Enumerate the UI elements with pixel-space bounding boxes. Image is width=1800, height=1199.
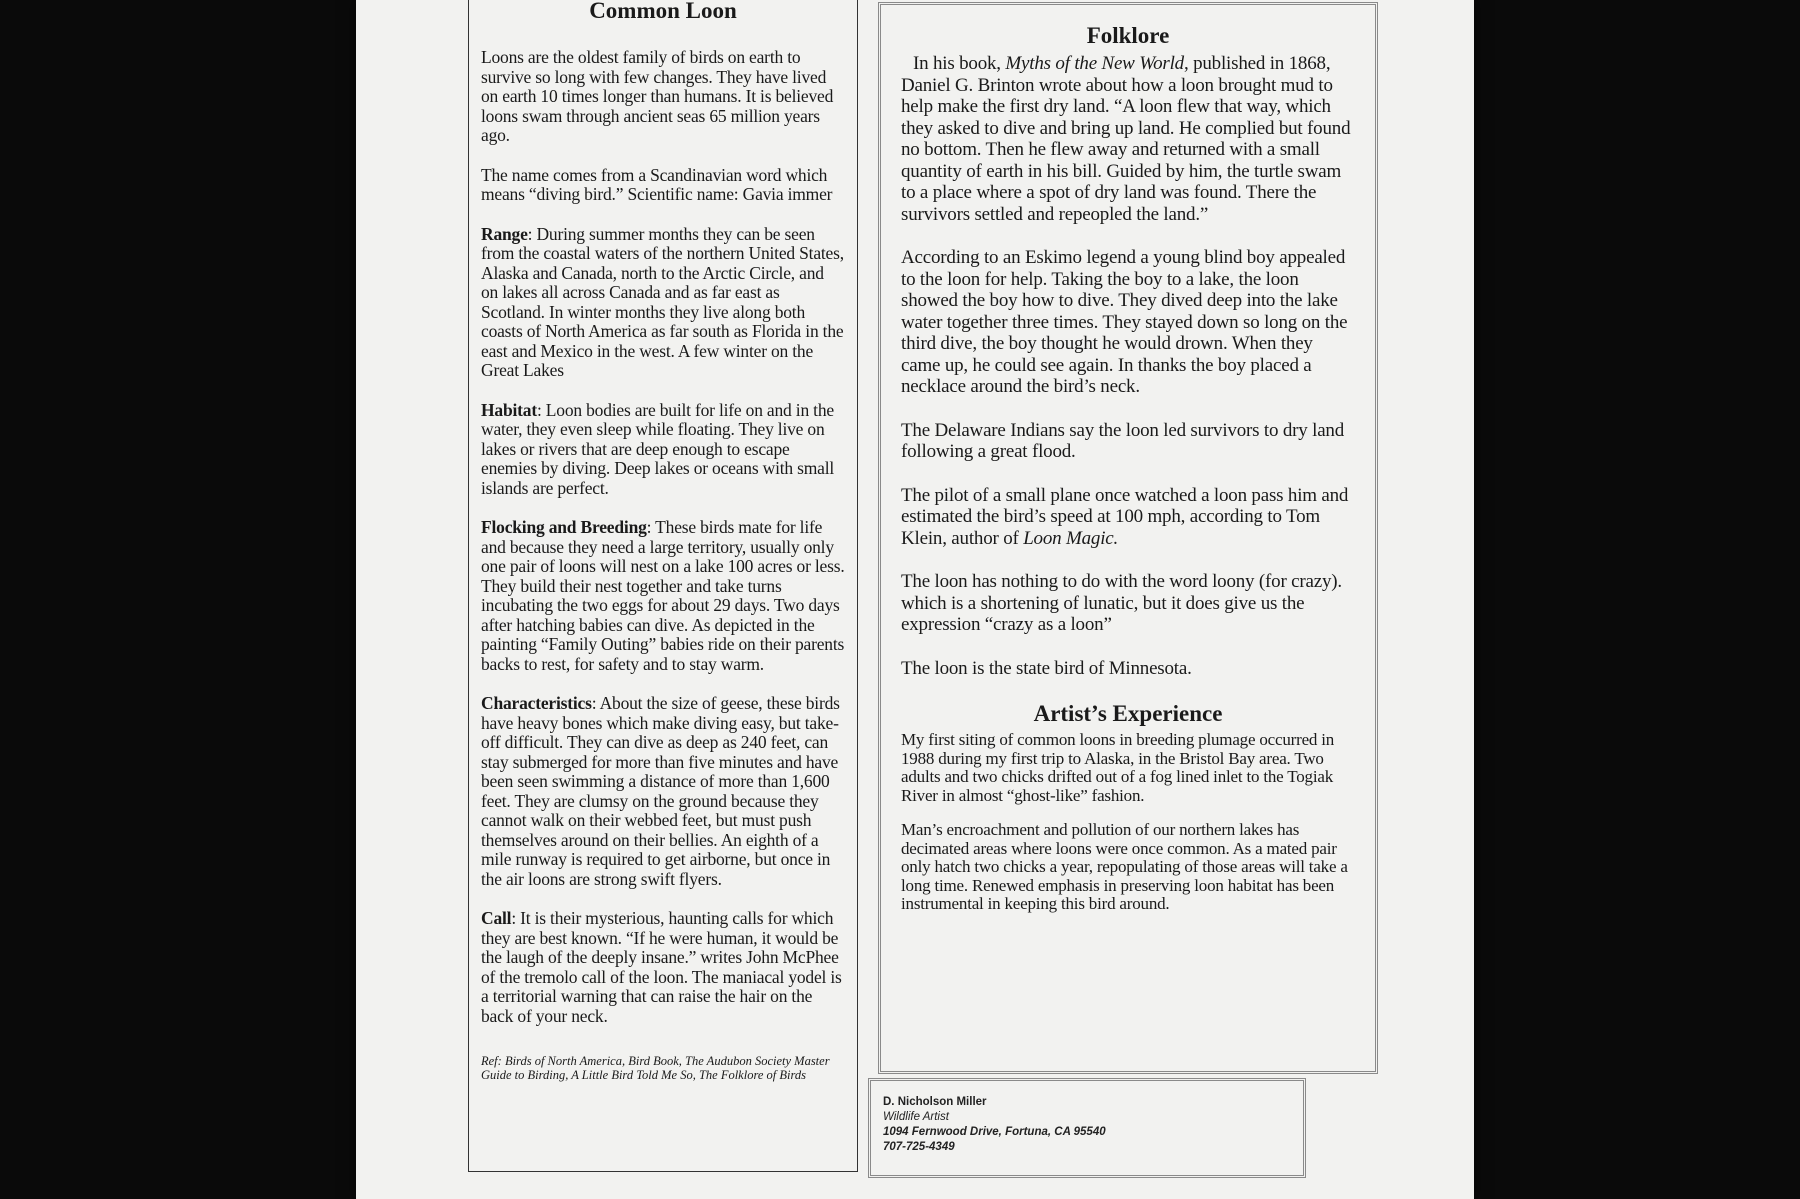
artist-signature-box bbox=[868, 1078, 1306, 1178]
brinton-text-start: In his book, bbox=[913, 53, 1006, 74]
book-title-myths: Myths of the New World bbox=[1005, 53, 1184, 74]
pilot-paragraph bbox=[901, 485, 1355, 550]
range-paragraph bbox=[481, 225, 845, 381]
characteristics-text: : About the size of geese, these birds have heavy bones which make diving easy, but take-off difficult. They can dive as deep as 240 feet, can stay submerged for more than five minutes and have been seen swimming a distance of more than 1,600 feet. They are clumsy on the ground because they cannot walk on their webbed feet, but must push themselves around on their bellies. An eighth of a mile runway is required to get airborne, but once in the air loons are strong swift flyers. bbox=[481, 693, 840, 889]
pilot-text: The pilot of a small plane once watched a loon pass him and estimated the bird’s speed at 100 mph, according to Tom Klein, author of bbox=[901, 484, 1349, 549]
delaware-paragraph: The Delaware Indians say the loon led survivors to dry land following a great flood. bbox=[901, 419, 1345, 462]
name-origin-paragraph: The name comes from a Scandinavian word which means “diving bird.” Scientific name: Gavia immer bbox=[481, 164, 833, 204]
eskimo-legend-paragraph: According to an Eskimo legend a young blind boy appealed to the loon for help. Taking the boy to a lake, the loon showed the boy how to dive. They dived deep into the lake water together three times. They stayed down so long on the third dive, the boy thought he would drown. When they came up, he could see again. In thanks the boy placed a necklace around the bird’s neck. bbox=[901, 247, 1348, 397]
flocking-text: : These birds mate for life and because they need a large territory, usually only one pair of loons will nest on a lake 100 acres or less. They build their nest together and take turns incubating the two eggs for about 29 days. Two days after hatching babies can dive. As depicted in the painting “Family Outing” babies ride on their parents backs to rest, for safety and to stay warm. bbox=[481, 517, 845, 674]
call-text: : It is their mysterious, haunting calls for which they are best known. “If he were human, it would be the laugh of the deeply insane.” writes John McPhee of the tremolo call of the loon. The maniacal yodel is a territorial warning that can raise the hair on the back of your neck. bbox=[481, 908, 842, 1026]
characteristics-paragraph bbox=[481, 694, 845, 889]
references-note: Ref: Birds of North America, Bird Book, The Audubon Society Master Guide to Birding, A Little Bird Told Me So, The Folklore of Birds bbox=[481, 1054, 830, 1082]
call-label: Call bbox=[481, 908, 512, 928]
loony-paragraph: The loon has nothing to do with the word loony (for crazy). which is a shortening of lunatic, but it does give us the expression “crazy as a loon” bbox=[901, 571, 1342, 635]
encroachment-paragraph: Man’s encroachment and pollution of our northern lakes has decimated areas where loons were once common. As a mated pair only hatch two chicks a year, repopulating of those areas will take a long time. Renewed emphasis in preserving loon habitat has been instrumental in keeping this bird around. bbox=[901, 820, 1348, 913]
common-loon-column bbox=[468, 0, 858, 1172]
brinton-text-rest: , published in 1868, Daniel G. Brinton wrote about how a loon brought mud to help make the first dry land. “A loon flew that way, which they asked to dive and bring up land. He complied but found no bottom. Then he flew away and returned with a small quantity of earth in his bill. Guided by him, the turtle swam to a place where a spot of dry land was found. There the survivors settled and repeopled the land.” bbox=[901, 53, 1351, 225]
artist-phone: 707-725-4349 bbox=[883, 1141, 955, 1153]
state-bird-paragraph: The loon is the state bird of Minnesota. bbox=[901, 657, 1192, 679]
first-sighting-paragraph: My first siting of common loons in breeding plumage occurred in 1988 during my first trip to Alaska, in the Bristol Bay area. Two adults and two chicks drifted out of a fog lined inlet to the Togiak River in almost “ghost-like” fashion. bbox=[901, 730, 1335, 805]
common-loon-title: Common Loon bbox=[589, 0, 737, 23]
call-paragraph bbox=[481, 909, 845, 1026]
habitat-text: : Loon bodies are built for life on and in the water, they even sleep while floating. They live on lakes or rivers that are deep enough to escape enemies by diving. Deep lakes or oceans with small islands are perfect. bbox=[481, 399, 835, 498]
artist-address: 1094 Fernwood Drive, Fortuna, CA 95540 bbox=[883, 1126, 1106, 1138]
range-label: Range bbox=[481, 223, 528, 244]
intro-paragraph: Loons are the oldest family of birds on earth to survive so long with few changes. They have lived on earth 10 times longer than humans. It is believed loons swam through ancient seas 65 million years ago. bbox=[481, 47, 834, 145]
book-title-loon-magic: Loon Magic. bbox=[1023, 527, 1119, 549]
folklore-title: Folklore bbox=[1086, 23, 1170, 48]
range-text: : During summer months they can be seen from the coastal waters of the northern United States, Alaska and Canada, north to the Arctic Circle, and on lakes all across Canada and as far east as Scotland. In winter months they live along both coasts of North America as far south as Florida in the east and Mexico in the west. A few winter on the Great Lakes bbox=[481, 223, 844, 380]
flocking-label: Flocking and Breeding bbox=[481, 517, 647, 537]
brinton-paragraph bbox=[901, 53, 1355, 225]
habitat-label: Habitat bbox=[481, 399, 537, 420]
characteristics-label: Characteristics bbox=[481, 693, 592, 713]
habitat-paragraph bbox=[481, 401, 845, 499]
artist-experience-title: Artist’s Experience bbox=[1033, 701, 1223, 726]
artist-title: Wildlife Artist bbox=[883, 1111, 949, 1123]
artist-name: D. Nicholson Miller bbox=[883, 1096, 987, 1108]
flocking-paragraph bbox=[481, 518, 845, 674]
folklore-column bbox=[878, 2, 1378, 1074]
